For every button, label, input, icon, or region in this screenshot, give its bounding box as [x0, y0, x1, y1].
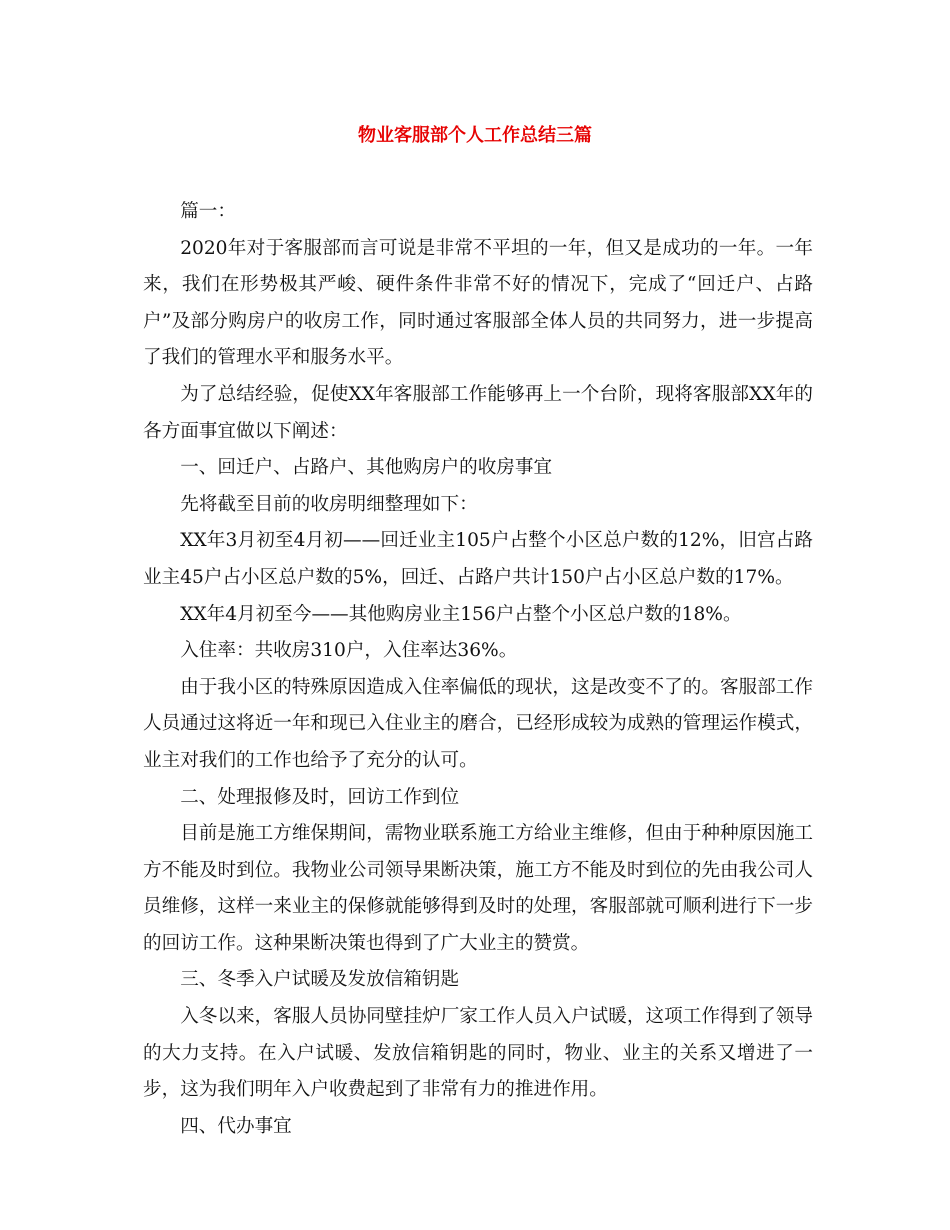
body-paragraph: 目前是施工方维保期间，需物业联系施工方给业主维修，但由于种种原因施工方不能及时到位。我物业公司领导果断决策，施工方不能及时到位的先由我公司人员维修，这样一来业主的保修就能够得到及时的处理，客服部就可顺利进行下一步的回访工作。这种果断决策也得到了广大业主的赞赏。: [143, 823, 813, 954]
section-heading: 三、冬季入户试暖及发放信箱钥匙: [180, 969, 460, 991]
body-paragraph: XX年4月初至今——其他购房业主156户占整个小区总户数的18%。: [180, 603, 742, 625]
document-body: [143, 194, 813, 1145]
body-paragraph: 2020年对于客服部而言可说是非常不平坦的一年，但又是成功的一年。一年来，我们在形势极其严峻、硬件条件非常不好的情况下，完成了“回迁户、占路户”及部分购房户的收房工作，同时通过客服部全体人员的共同努力，进一步提高了我们的管理水平和服务水平。: [143, 237, 813, 369]
body-paragraph: XX年3月初至4月初——回迁业主105户占整个小区总户数的12%，旧宫占路业主45户占小区总户数的5%，回迁、占路户共计150户占小区总户数的17%。: [143, 530, 813, 588]
section-heading: 一、回迁户、占路户、其他购房户的收房事宜: [180, 457, 553, 479]
body-paragraph: 入住率：共收房310户，入住率达36%。: [180, 640, 518, 662]
body-paragraph: 为了总结经验，促使XX年客服部工作能够再上一个台阶，现将客服部XX年的各方面事宜做以下阐述：: [143, 383, 813, 442]
body-paragraph: 入冬以来，客服人员协同壁挂炉厂家工作人员入户试暖，这项工作得到了领导的大力支持。在入户试暖、发放信箱钥匙的同时，物业、业主的关系又增进了一步，这为我们明年入户收费起到了非常有力的推进作用。: [143, 1006, 813, 1101]
section-heading: 二、处理报修及时，回访工作到位: [180, 786, 460, 808]
section-heading-pian-yi: 篇一：: [180, 201, 236, 222]
body-paragraph: 先将截至目前的收房明细整理如下：: [180, 493, 478, 515]
document-title: 物业客服部个人工作总结三篇: [358, 125, 592, 146]
body-paragraph: 由于我小区的特殊原因造成入住率偏低的现状，这是改变不了的。客服部工作人员通过这将近一年和现已入住业主的磨合，已经形成较为成熟的管理运作模式，业主对我们的工作也给予了充分的认可。: [143, 676, 813, 771]
section-heading: 四、代办事宜: [180, 1115, 292, 1137]
